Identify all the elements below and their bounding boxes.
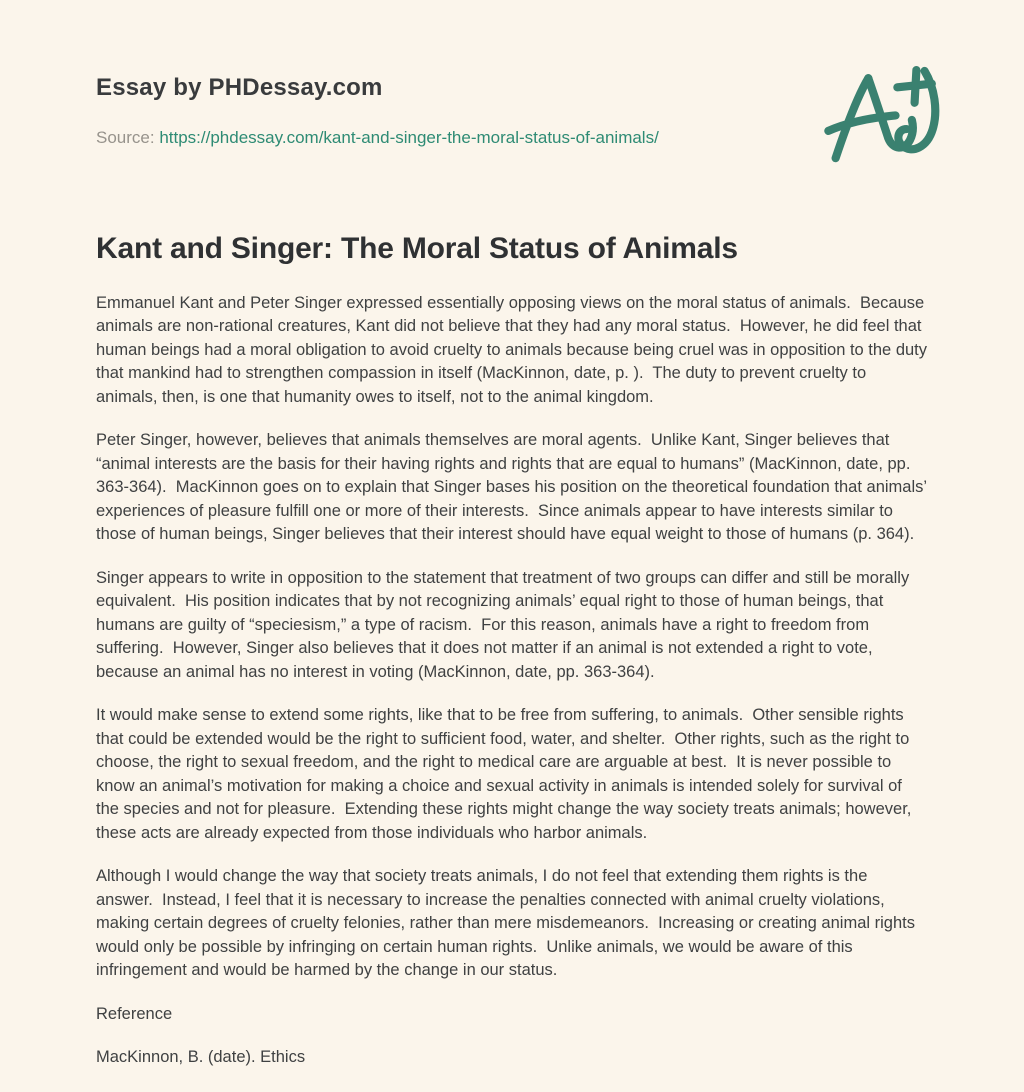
essay-paragraph: Although I would change the way that society treats animals, I do not feel that extending them rights is the answer. Instead, I feel that it is necessary to increase the penalties connected with animal cruelty violations, making certain degrees of cruelty felonies, rather than mere misdemeanors. Increasing or creating animal rights would only be possible by infringing on certain human rights. Unlike animals, we would be aware of this infringement and would be harmed by the change in our status. [96, 867, 920, 979]
essay-content [96, 232, 932, 1070]
essay-paragraph: Singer appears to write in opposition to the statement that treatment of two groups can differ and still be morally equivalent. His position indicates that by not recognizing animals’ equal right to those of human beings, that humans are guilty of “speciesism,” a type of racism. For this reason, animals have a right to freedom from suffering. However, Singer also believes that it does not matter if an animal is not extended a right to vote, because an animal has no interest in voting (MacKinnon, date, pp. 363-364). [96, 568, 914, 681]
essay-body [96, 292, 932, 983]
source-link[interactable]: https://phdessay.com/kant-and-singer-the-moral-status-of-animals/ [159, 128, 659, 147]
site-title: Essay by PHDessay.com [96, 74, 383, 101]
page-header [96, 74, 928, 148]
essay-paragraph: It would make sense to extend some rights, like that to be free from suffering, to animals. Other sensible rights that could be extended would be the right to sufficient food, water, and shelter. Other rights, such as the right to choose, the right to sexual freedom, and the right to medical care are arguable at best. It is never possible to know an animal’s motivation for making a choice and sexual activity in animals is intended solely for survival of the species and not for pleasure. Extending these rights might change the way society treats animals; however, these acts are already expected from those individuals who harbor animals. [96, 706, 916, 842]
reference-heading: Reference [96, 1004, 173, 1023]
essay-paragraph: Peter Singer, however, believes that animals themselves are moral agents. Unlike Kant, Singer believes that “animal interests are the basis for their having rights and rights that are equal to humans” (MacKinnon, date, pp. 363-364). MacKinnon goes on to explain that Singer bases his position on the theoretical foundation that animals’ experiences of pleasure fulfill one or more of their interests. Since animals appear to have interests similar to those of human beings, Singer believes that their interest should have equal weight to those of humans (p. 364). [96, 431, 932, 543]
essay-paragraph: Emmanuel Kant and Peter Singer expressed essentially opposing views on the moral status of animals. Because animals are non-rational creatures, Kant did not believe that they had any moral status. However, he did feel that human beings had a moral obligation to avoid cruelty to animals because being cruel was in opposition to the duty that mankind had to strengthen compassion in itself (MacKinnon, date, p. ). The duty to prevent cruelty to animals, then, is one that humanity owes to itself, not to the animal kingdom. [96, 293, 932, 406]
phdessay-logo-icon [822, 62, 940, 168]
reference-entry: MacKinnon, B. (date). Ethics [96, 1048, 306, 1066]
essay-title: Kant and Singer: The Moral Status of Animals [96, 232, 738, 265]
reference-section [96, 1003, 928, 1070]
source-label: Source: [96, 128, 160, 147]
source-line [96, 128, 928, 148]
